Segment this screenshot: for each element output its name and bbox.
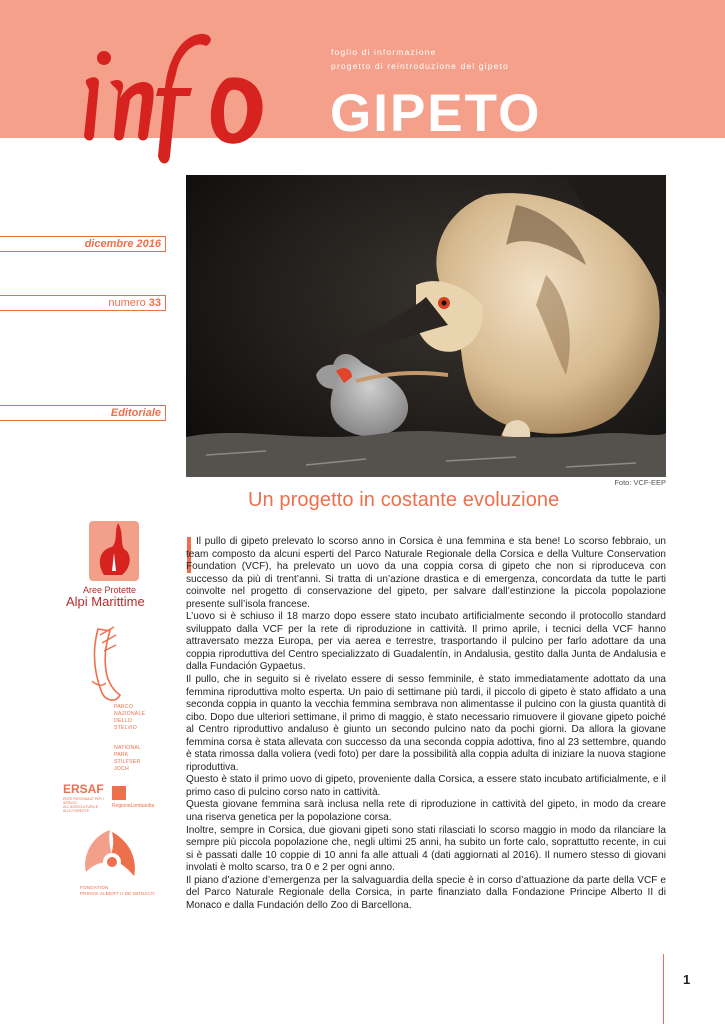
tagline-line-2: progetto di reintroduzione del gipeto: [331, 60, 509, 71]
ersaf-subtitle: ENTE REGIONALE PER I SERVIZI ALL'AGRICOLTURA E ALLE FORESTE: [63, 797, 104, 813]
page-number: 1: [683, 972, 691, 987]
fondation-text: [80, 885, 155, 897]
lombardia-logo: RegioneLombardia: [112, 803, 155, 809]
apm-logo-line-1: Aree Protette: [83, 585, 137, 595]
article-paragraph-5: Questa giovane femmina sarà inclusa nella rete di riproduzione in cattività del gipeto, in modo da creare una riserva genetica per la popolazione corsa.: [186, 799, 666, 824]
stelvio-emblem: [84, 621, 164, 709]
article-paragraph-7: Il piano d’azione d’emergenza per la salvaguardia della specie è in corso d’attuazione da parte della VCF e del Parco Naturale Regionale della Corsica, in parte finanziato dalla Fondazione Principe Alberto II di Monaco e dalla Fundación dello Zoo di Barcellona.: [186, 874, 666, 911]
apm-logo-line-2: Alpi Marittime: [66, 594, 145, 609]
stelvio-it-line-3: DELLO: [114, 718, 133, 724]
stelvio-de-line-2: PARK: [114, 752, 129, 758]
article-paragraph-4: Questo è stato il primo uovo di gipeto, proveniente dalla Corsica, a essere stato incubato artificialmente, e il primo caso di pulcino corso nato in cattività.: [186, 774, 666, 798]
tagline: [331, 46, 509, 73]
photo-credit: Foto: VCF-EEP: [614, 478, 666, 487]
stelvio-italian: [114, 704, 145, 732]
lombardia-mark-icon: [112, 786, 126, 800]
ersaf-logo: ERSAF: [63, 782, 104, 796]
section-box: [0, 405, 166, 421]
stelvio-german: [114, 745, 141, 773]
stelvio-it-line-4: STELVIO: [114, 725, 137, 731]
photo-illustration: [186, 175, 666, 477]
publication-title: GIPETO: [330, 84, 542, 143]
stelvio-de-line-1: NATIONAL: [114, 745, 142, 751]
stelvio-de-line-4: JOCH: [114, 766, 129, 772]
stelvio-it-line-2: NAZIONALE: [114, 711, 146, 717]
article-paragraph-6: Inoltre, sempre in Corsica, due giovani gipeti sono stati rilasciati lo scorso maggio in modo da rilanciare la sempre più piccola popolazione che, negli ultimi 25 anni, ha subito un forte calo, soprattutto recente, in cui si è passati dalle 10 coppie di 10 anni fa alle attuali 4 (dati aggiornati al 2016). Il numero stesso di giovani involati è molto scarso, tra 0 e 2 per ogni anno.: [186, 824, 666, 874]
fondation-line-1: FONDATION: [80, 885, 109, 890]
section-label: Editoriale: [110, 407, 161, 419]
date-box: [0, 236, 166, 252]
issue-box: [0, 295, 166, 311]
issue-date: dicembre 2016: [84, 238, 161, 250]
bearded-vulture-photo: [186, 175, 666, 477]
article-paragraph-3: Il pullo, che in seguito si è rivelato essere di sesso femminile, è stato immediatamente adottato da una femmina riproduttiva molto esperta. Un paio di settimane più tardi, il piccolo di gipeto è stato affidato a una seconda coppia in quanto la vecchia femmina sembrava non alimentasse il pulcino con la giusta quantità di cibo. Dopo due ulteriori settimane, il primo di maggio, è stato necessario rimuovere il giovane gipeto poiché al Centro riproduttivo andaluso è giunto un secondo pulcino nato da pochi giorni. Da allora la giovane femmina corsa è stata allevata con successo da una seconda coppia adottiva, fino al 23 settembre, quando è stata rimossa dalla voliera (vedi foto) per dare la possibilità alla coppia adulta di iniziare la nuova stagione riproduttiva.: [186, 674, 666, 773]
page-number-rule: [663, 954, 664, 1024]
stelvio-it-line-1: PARCO: [114, 704, 134, 710]
fondation-line-2: PRINCE ALBERT II DE MONACO: [80, 891, 155, 896]
issue-number-label: [108, 296, 161, 311]
stelvio-de-line-3: STILFSER: [114, 759, 141, 765]
article-paragraph-2: L’uovo si è schiuso il 18 marzo dopo essere stato incubato artificialmente secondo il protocollo standard sviluppato dalla VCF per la rete di riproduzione in cattività. Il primo aprile, i tecnici della VCF hanno attraversato mezza Europa, per via aerea e terrestre, trasportando il pulcino per farlo adottare da una coppia riproduttiva del Centro specializzato di Guadalentín, in Andalusia, gestito dalla Junta de Andalusia e dalla Fundación Gypaetus.: [186, 611, 666, 673]
fondation-albert-emblem: [76, 826, 144, 884]
issue-label: numero: [108, 297, 146, 309]
tagline-line-1: foglio di informazione: [331, 47, 437, 57]
issue-number: 33: [148, 297, 161, 309]
info-logo: [72, 18, 312, 183]
article-title: Un progetto in costante evoluzione: [248, 489, 560, 511]
article-body: [186, 536, 666, 912]
article-paragraph-1: Il pullo di gipeto prelevato lo scorso anno in Corsica è una femmina e sta bene! Lo scorso febbraio, un team composto da alcuni esperti del Parco Naturale Regionale della Corsica e della Vulture Conservation Foundation (VCF), ha prelevato un uovo da una coppia corsa di gipeto che non si riproduceva con successo da più di trent’anni. Si tratta di un’azione drastica e di emergenza, concordata da tutte le parti coinvolte nel progetto di conservazione del gipeto, per salvare dall’estinzione la piccola popolazione presente sull’isola francese.: [186, 536, 666, 610]
